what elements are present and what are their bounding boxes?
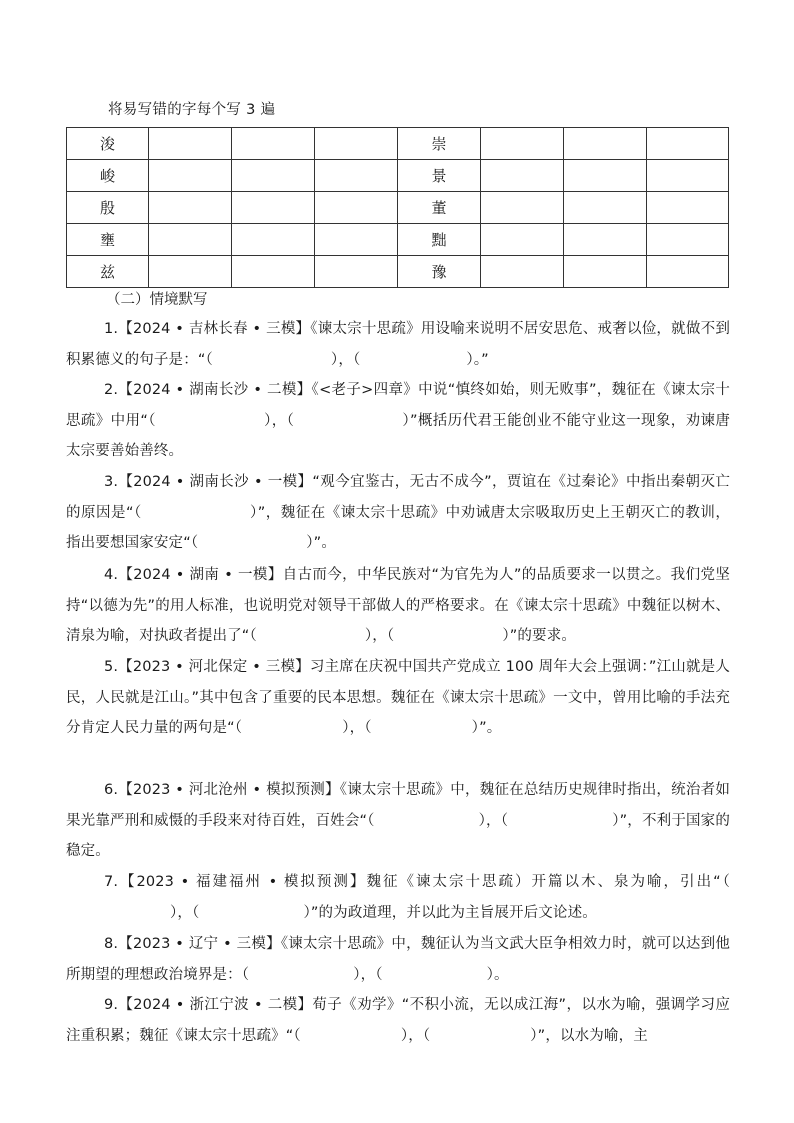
practice-cell[interactable] <box>232 192 315 224</box>
question-6: 6.【2023 • 河北沧州 • 模拟预测】《谏太宗十思疏》中，魏征在总结历史规律时指出，统治者如果光靠严刑和威慑的手段来对待百姓，百姓会“（ ），（ ）”，不利于国家的稳定。 <box>66 782 731 860</box>
practice-cell[interactable] <box>564 128 647 160</box>
practice-cell[interactable] <box>232 160 315 192</box>
table-row <box>67 192 729 224</box>
table-row <box>67 160 729 192</box>
practice-cell[interactable] <box>149 224 232 256</box>
practice-cell[interactable] <box>149 256 232 288</box>
practice-cell[interactable] <box>149 192 232 224</box>
practice-cell[interactable] <box>481 128 564 160</box>
question-1: 1.【2024 • 吉林长春 • 三模】《谏太宗十思疏》用设喻来说明不居安思危、戒奢以俭，就做不到积累德义的句子是：“（ ），（ ）。” <box>66 321 730 368</box>
question-5: 5.【2023 • 河北保定 • 三模】习主席在庆祝中国共产党成立 100 周年大会上强调：”江山就是人民，人民就是江山。”其中包含了重要的民本思想。魏征在《谏太宗十思疏》一文中，曾用比喻的手法充分肯定人民力量的两句是“（ ），（ ）”。 <box>66 659 730 737</box>
practice-cell[interactable] <box>232 128 315 160</box>
practice-cell[interactable] <box>232 224 315 256</box>
practice-cell[interactable] <box>315 256 398 288</box>
table-row <box>67 256 729 288</box>
table-row <box>67 128 729 160</box>
practice-cell[interactable] <box>647 128 729 160</box>
char-cell: 董 <box>398 192 481 224</box>
question-8: 8.【2023 • 辽宁 • 三模】《谏太宗十思疏》中，魏征认为当文武大臣争相效力时，就可以达到他所期望的理想政治境界是：（ ），（ ）。 <box>66 936 731 983</box>
practice-cell[interactable] <box>481 224 564 256</box>
practice-cell[interactable] <box>647 192 729 224</box>
practice-cell[interactable] <box>149 128 232 160</box>
practice-cell[interactable] <box>564 224 647 256</box>
char-cell: 崇 <box>398 128 481 160</box>
char-cell: 兹 <box>67 256 149 288</box>
practice-cell[interactable] <box>481 160 564 192</box>
table-row <box>67 224 729 256</box>
question-4: 4.【2024 • 湖南 • 一模】自古而今，中华民族对“为官先为人”的品质要求一以贯之。我们党坚持“以德为先”的用人标准，也说明党对领导干部做人的严格要求。在《谏太宗十思疏》中魏征以树木、清泉为喻，对执政者提出了“（ ），（ ）”的要求。 <box>66 567 730 645</box>
practice-cell[interactable] <box>315 128 398 160</box>
practice-cell[interactable] <box>315 192 398 224</box>
practice-cell[interactable] <box>315 160 398 192</box>
practice-cell[interactable] <box>315 224 398 256</box>
practice-cell[interactable] <box>149 160 232 192</box>
question-2: 2.【2024 • 湖南长沙 • 二模】《<老子>四章》中说“慎终如始，则无败事”，魏征在《谏太宗十思疏》中用“（ ），（ ）”概括历代君王能创业不能守业这一现象，劝谏唐太宗要善始善终。 <box>66 382 730 460</box>
char-cell: 景 <box>398 160 481 192</box>
char-cell: 壅 <box>67 224 149 256</box>
section-title: （二）情境默写 <box>106 292 208 308</box>
question-7: 7.【2023 • 福建福州 • 模拟预测】魏征《谏太宗十思疏）开篇以木、泉为喻，引出“（），（ ）”的为政道理，并以此为主旨展开后文论述。 <box>104 874 730 921</box>
practice-cell[interactable] <box>564 256 647 288</box>
char-cell: 黜 <box>398 224 481 256</box>
question-3: 3.【2024 • 湖南长沙 • 一模】“观今宜鉴古，无古不成今”，贾谊在《过秦论》中指出秦朝灭亡的原因是“（ ）”，魏征在《谏太宗十思疏》中劝诫唐太宗吸取历史上王朝灭亡的教训，指出要想国家安定“（ ）”。 <box>66 474 730 552</box>
practice-cell[interactable] <box>481 192 564 224</box>
practice-cell[interactable] <box>564 160 647 192</box>
practice-cell[interactable] <box>647 160 729 192</box>
practice-cell[interactable] <box>647 224 729 256</box>
practice-table <box>66 127 729 288</box>
char-cell: 殷 <box>67 192 149 224</box>
practice-cell[interactable] <box>564 192 647 224</box>
practice-cell[interactable] <box>647 256 729 288</box>
question-9: 9.【2024 • 浙江宁波 • 二模】荀子《劝学》“不积小流，无以成江海”，以水为喻，强调学习应注重积累；魏征《谏太宗十思疏》“（ ），（ ）”，以水为喻，主 <box>66 997 730 1044</box>
instruction-text: 将易写错的字每个写 3 遍 <box>108 102 276 118</box>
practice-cell[interactable] <box>232 256 315 288</box>
char-cell: 豫 <box>398 256 481 288</box>
char-cell: 浚 <box>67 128 149 160</box>
char-cell: 峻 <box>67 160 149 192</box>
practice-cell[interactable] <box>481 256 564 288</box>
